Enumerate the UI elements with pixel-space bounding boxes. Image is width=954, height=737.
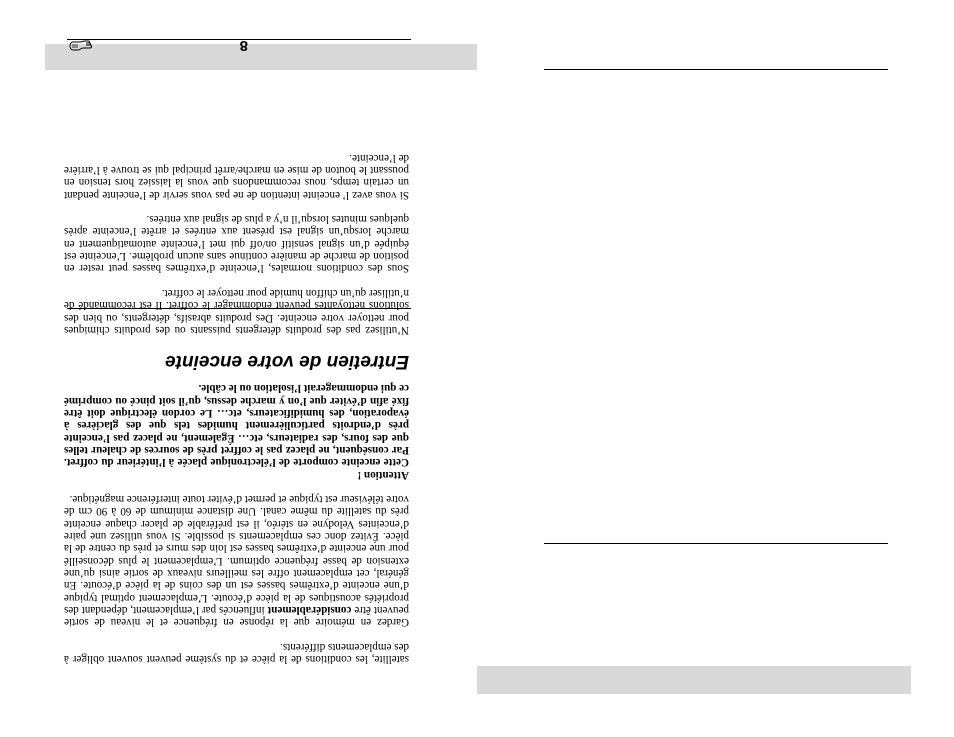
divider-rule bbox=[544, 543, 888, 544]
care-paragraph-cleaning: N’utilisez pas des produits détergents puissants ou des produits chimiques pour nettoyer votre enceinte. Des produits abrasifs, détergents, ou bien des solutions nettoyantes peuvent endommager le coffret. Il est recommandé de n’utiliser qu’un chiffon humide pour nettoyer le coffret. bbox=[64, 286, 409, 336]
placement-paragraph bbox=[64, 493, 409, 628]
text-column bbox=[64, 151, 409, 665]
footer-bar bbox=[477, 666, 911, 694]
care-paragraph-storage: Si vous avez l’ enceinte intention de ne pas vous servir de l’enceinte pendant un certain temps, nous recommandons que vous la laissiez hors tension en poussant le bouton de mise en marche/arrêt principal qui se trouve à l’arrière de l’enceinte. bbox=[64, 151, 409, 201]
divider-rule bbox=[544, 69, 888, 70]
placement-text-start: Gardez en mémoire que la réponse en fréquence et le niveau de sortie peuvent être bbox=[64, 603, 409, 629]
intro-paragraph: satellite, les conditions de la pièce et du système peuvent souvent obliger à des emplacements différents. bbox=[64, 640, 409, 665]
page-number: 8 bbox=[239, 37, 248, 54]
placement-text-end: influencés par l’emplacement, dépendant des propriétés acoustiques de la pièce d’écoute. L’emplacement optimal typique d’une enceinte d’extrêmes basses est un des coins de la pièce d’écoute. En général, cet emplacement offre les meilleurs niveaux de sortie ainsi qu’une extension de basse fréquence optimum. L’emplacement le plus déconseillé pour une enceinte d’extrêmes basses est loin des murs et près du centre de la pièce. Évitez donc ces emplacements si possible. Si vous utilisez une paire d’enceintes Velodyne en stéréo, il est préférable de placer chaque enceinte près du satellite du même canal. Une distance minimum de 60 à 90 cm de votre téléviseur est typique et permet d’éviter toute interférence magnétique. bbox=[64, 493, 409, 616]
attention-label: Attention ! bbox=[357, 468, 409, 481]
section-title: Entretien de votre enceinte bbox=[165, 350, 409, 372]
care-paragraph-operation: Sous des conditions normales, l’enceinte d’extrêmes basses peut rester en position de marche de manière continue sans aucun problème. L’enceinte est équipée d’un signal sensitif on/off qui met l’enceinte automatiquement en marche lorsqu’un signal est présent aux entrées et arrête l’enceinte après quelques minutes lorsqu’il n’y a plus de signal aux entrées. bbox=[64, 213, 409, 275]
header-bar-blank bbox=[45, 44, 477, 70]
placement-emphasis: considérablement bbox=[267, 603, 352, 616]
pointing-hand-icon bbox=[66, 39, 92, 53]
attention-paragraph: Cette enceinte comporte de l’électronique placée à l’intérieur du coffret. Par conséquent, ne placez pas le coffret près de sources de chaleur telles que des fours, des radiateurs, etc… Également, ne placez pas l’enceinte près d’endroits particulièrement humides tels que des glacières à évaporation, des humidificateurs, etc… Le cordon électrique doit être fixé afin d’éviter que l’on y marche dessus, qu’il soit pincé ou comprimé ce qui endommagerait l’isolation ou le câble. bbox=[64, 382, 409, 469]
